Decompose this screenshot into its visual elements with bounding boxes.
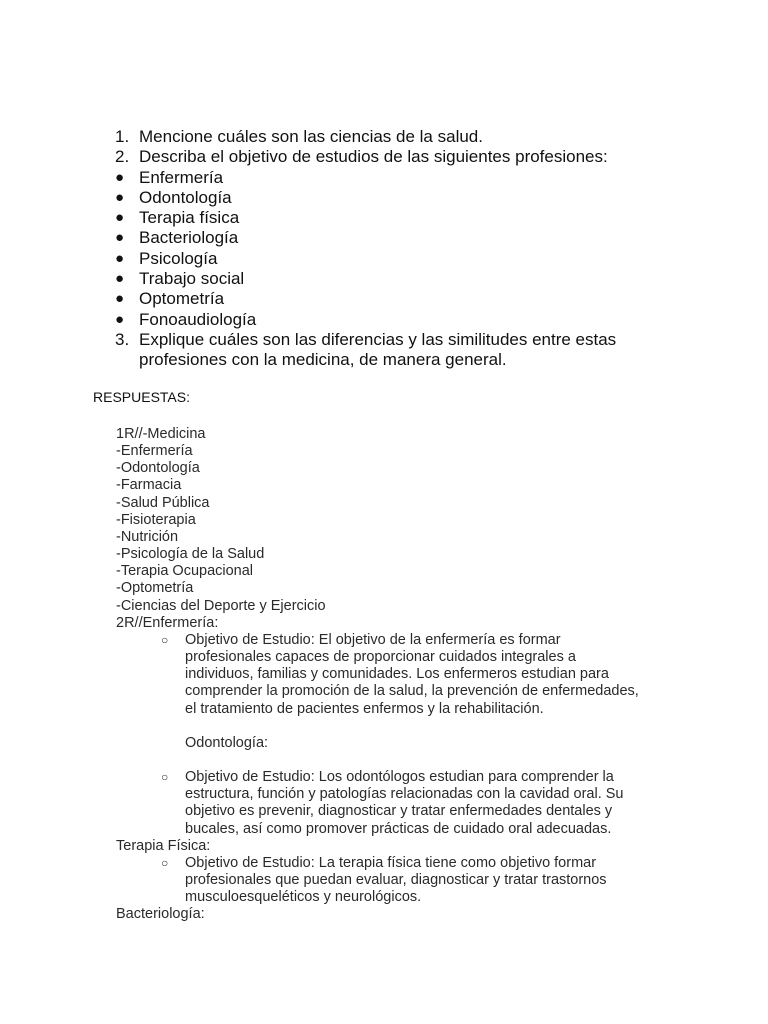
objective-line: el tratamiento de pacientes enfermos y la rehabilitación.: [185, 700, 544, 717]
bullet-icon: ●: [115, 249, 125, 267]
answer-line: -Terapia Ocupacional: [116, 563, 254, 580]
objective-line: profesionales que puedan evaluar, diagnosticar y tratar trastornos: [185, 872, 607, 889]
bullet-icon: ●: [115, 310, 125, 328]
terapia-heading: Terapia Física:: [116, 837, 211, 854]
question-text-line: Explique cuáles son las diferencias y las similitudes entre estas: [139, 329, 617, 349]
profession-item: [112, 310, 712, 330]
objective-line: estructura, función y patologías relacionadas con la cavidad oral. Su: [185, 786, 624, 803]
profession-text: Trabajo social: [139, 269, 245, 289]
profession-text: Terapia física: [139, 208, 240, 228]
profession-item: [112, 269, 712, 289]
blank-line: [116, 718, 696, 735]
profession-item: [112, 289, 712, 309]
list-number: 2.: [115, 147, 130, 167]
question-list: [112, 127, 712, 371]
profession-item: [112, 188, 712, 208]
question-text: Mencione cuáles son las ciencias de la salud.: [139, 127, 483, 146]
profession-text: Optometría: [139, 289, 225, 309]
objective-line: comprender la promoción de la salud, la prevención de enfermedades,: [185, 683, 639, 700]
bullet-icon: ●: [115, 188, 125, 206]
odontologia-objective: [161, 769, 671, 838]
profession-item: [112, 208, 712, 228]
objective-line: individuos, familias y comunidades. Los enfermeros estudian para: [185, 666, 609, 683]
answers-section: [116, 426, 696, 924]
profession-item: [112, 249, 712, 269]
bullet-icon: ●: [115, 168, 125, 186]
objective-line: profesionales capaces de proporcionar cuidados integrales a: [185, 649, 576, 666]
bullet-icon: ●: [115, 229, 125, 247]
answer-line: -Psicología de la Salud: [116, 546, 265, 563]
blank-line: [116, 752, 696, 769]
profession-text: Enfermería: [139, 167, 224, 187]
bacteriologia-heading: Bacteriología:: [116, 906, 205, 923]
profession-text: Psicología: [139, 248, 218, 268]
profession-item: [112, 168, 712, 188]
bullet-icon: ●: [115, 270, 125, 288]
answer-line: -Odontología: [116, 460, 200, 477]
odontologia-heading: Odontología:: [185, 734, 269, 751]
bullet-icon: ●: [115, 209, 125, 227]
answer-line: 1R//-Medicina: [116, 426, 206, 442]
answer-line: -Enfermería: [116, 443, 193, 460]
enfermeria-objective: [161, 632, 671, 718]
objective-text: [185, 769, 671, 838]
answer-line: -Fisioterapia: [116, 511, 196, 528]
objective-line: Objetivo de Estudio: La terapia física tiene como objetivo formar: [185, 854, 597, 871]
question-item: [112, 127, 712, 147]
question-text-line: profesiones con la medicina, de manera general.: [139, 350, 507, 370]
question-item: [112, 147, 712, 167]
answer-line: -Nutrición: [116, 528, 179, 545]
profession-item: [112, 228, 712, 248]
question-text: Describa el objetivo de estudios de las siguientes profesiones:: [139, 147, 608, 167]
profession-text: Odontología: [139, 187, 232, 207]
objective-line: objetivo es prevenir, diagnosticar y tratar enfermedades dentales y: [185, 803, 613, 820]
question-item: [112, 330, 712, 371]
objective-text: [185, 632, 671, 718]
question-text: [139, 330, 712, 371]
answer2-heading: 2R//Enfermería:: [116, 614, 219, 631]
objective-line: musculoesqueléticos y neurológicos.: [185, 889, 422, 906]
objective-line: bucales, así como promover prácticas de cuidado oral adecuadas.: [185, 820, 612, 837]
answers-heading: RESPUESTAS:: [93, 389, 190, 405]
answer-line: -Optometría: [116, 580, 194, 597]
circle-bullet-icon: ○: [161, 855, 169, 870]
profession-text: Fonoaudiología: [139, 309, 257, 329]
objective-line: Objetivo de Estudio: El objetivo de la enfermería es formar: [185, 631, 561, 648]
list-number: 1.: [115, 127, 130, 146]
answer-line: -Salud Pública: [116, 494, 210, 511]
terapia-objective: [161, 855, 671, 906]
circle-bullet-icon: ○: [161, 632, 169, 647]
objective-text: [185, 855, 671, 906]
circle-bullet-icon: ○: [161, 770, 169, 785]
list-number: 3.: [115, 329, 130, 349]
answer-line: -Farmacia: [116, 477, 182, 494]
bullet-icon: ●: [115, 290, 125, 308]
profession-text: Bacteriología: [139, 228, 239, 248]
objective-line: Objetivo de Estudio: Los odontólogos estudian para comprender la: [185, 769, 614, 786]
answer-line: -Ciencias del Deporte y Ejercicio: [116, 597, 326, 614]
